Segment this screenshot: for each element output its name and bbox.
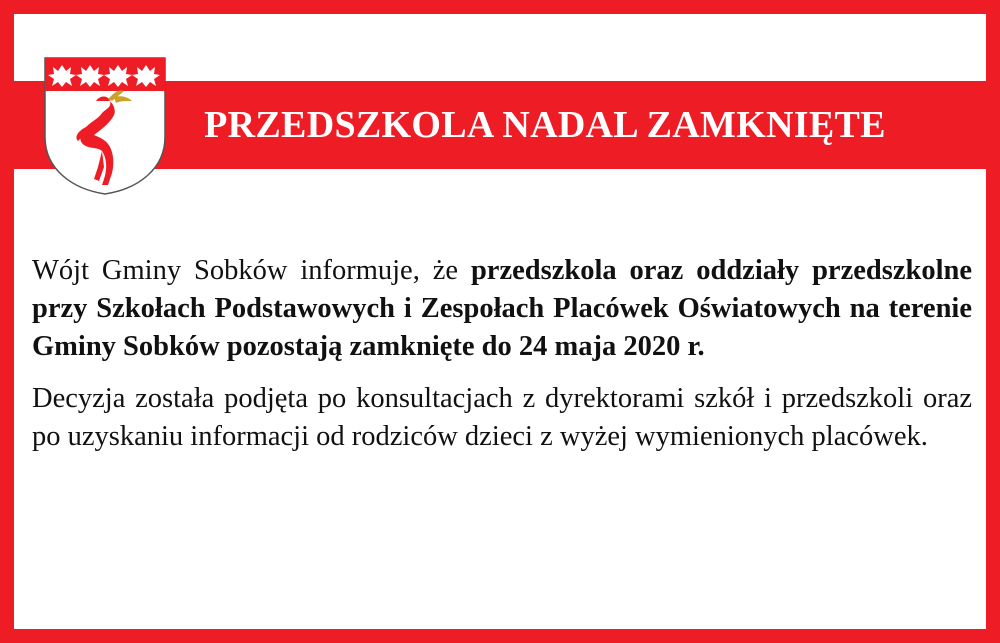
announcement-emphasis: przedszkola oraz oddziały przedszkolne przy Szkołach Podstawowych i Zespołach Placówek Oświatowych na terenie Gminy Sobków pozostają zamknięte do 24 maja 2020 r. — [32, 255, 972, 362]
paragraph-decision: Decyzja została podjęta po konsultacjach z dyrektorami szkół i przedszkoli oraz po uzyskaniu informacji od rodziców dzieci z wyżej wymienionych placówek. — [32, 383, 972, 452]
paragraph-announcement — [32, 252, 972, 366]
page-title: PRZEDSZKOLA NADAL ZAMKNIĘTE — [204, 104, 886, 146]
announcement-lead: Wójt Gminy Sobków informuje, że — [32, 255, 471, 286]
notice-body — [32, 252, 972, 456]
coat-of-arms-icon — [44, 57, 166, 195]
